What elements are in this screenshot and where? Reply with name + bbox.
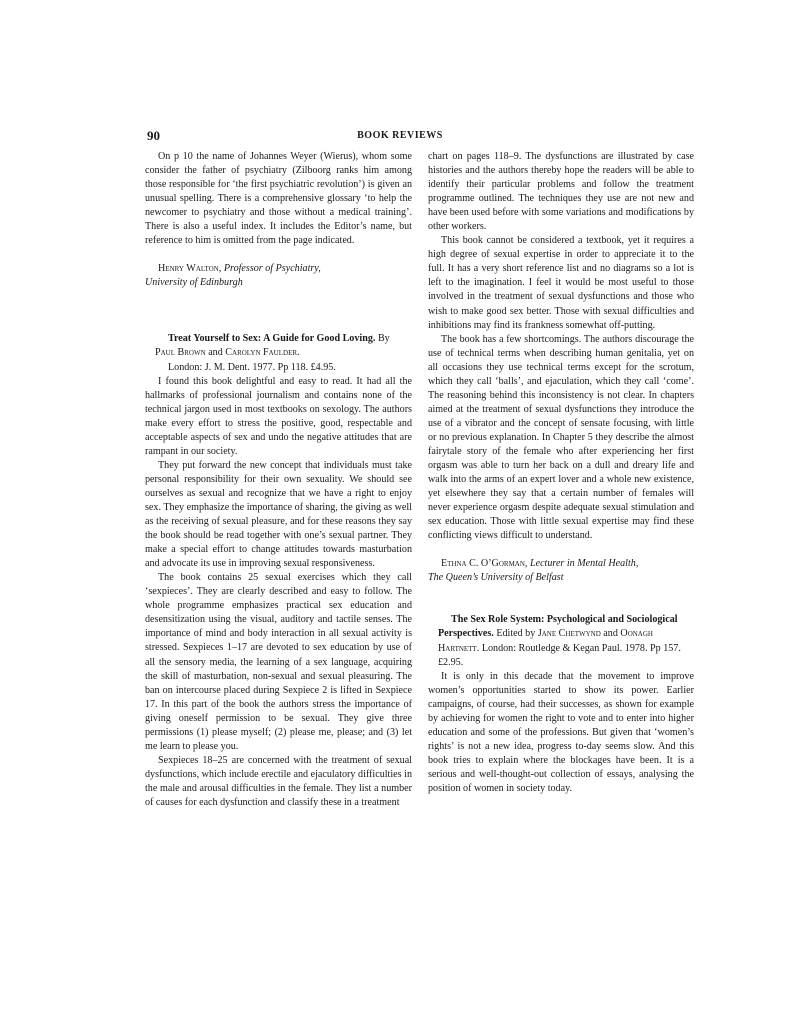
- book-title: Treat Yourself to Sex: A Guide for Good Loving.: [168, 333, 376, 345]
- review-paragraph: The book has a few shortcomings. The authors discourage the use of technical terms when describing human genitalia, yet on all occasions they use technical terms except for the scrotum, which they call ‘balls’, and ejaculation, which they call ‘come’. The reasoning behind this inconsistency is not clear. In chapters aimed at the treatment of sexual dysfunctions they introduce the use of a vibrator and the concept of sensate focusing, with little or no previous explanation. In Chapter 5 they describe the almost fairytale story of the female who after experiencing her first orgasm was able to turn her back on a dull and dreary life and walk into the arms of an expert lover and a whole new existence, yet elsewhere they say that a certain number of females will never experience orgasm despite adequate sexual stimulation and sex education. Those with little sexual expertise may find these conflicting views difficult to understand.: [428, 333, 694, 542]
- review-paragraph: On p 10 the name of Johannes Weyer (Wierus), whom some consider the father of psychiatry (Zilboorg ranks him among those responsible for ‘the first psychiatric revolution’) is given an unusual spelling. There is a comprehensive glossary ‘to help the newcomer to psychiatry and those without a medical training’. There is also a useful index. It includes the Editor’s name, but reference to him is omitted from the page indicated.: [145, 151, 412, 247]
- review-paragraph: This book cannot be considered a textbook, yet it requires a high degree of sexual expertise in order to appreciate it to the full. It has a very short reference list and no diagrams so a lot is left to the imagination. I feel it would be most useful to those involved in the treatment of sexual dysfunctions and those who wish to make good sex better. Those with sexual difficulties and inhibitions may find its frankness somewhat off-putting.: [428, 235, 694, 331]
- review-paragraph: Sexpieces 18–25 are concerned with the treatment of sexual dysfunctions, which include erectile and ejaculatory difficulties in the male and arousal difficulties in the female. They list a number of causes for each dysfunction and classify these in a treatment: [145, 754, 412, 808]
- book-and: and: [208, 347, 223, 359]
- page-number: 90: [147, 128, 160, 143]
- review-paragraph: I found this book delightful and easy to read. It had all the hallmarks of professional journalism and contains none of the technical jargon used in most textbooks on sexology. The authors make every effort to stress the positive, good, respectable and acceptable aspects of sex and undo the negative attitudes that are rampant in our society.: [145, 375, 412, 457]
- book-author: Oonagh Hartnett.: [438, 628, 653, 654]
- book-author: Carolyn Faulder.: [225, 347, 300, 359]
- left-column: [145, 150, 412, 810]
- book-edited: Edited by: [496, 628, 536, 640]
- book-heading: [428, 613, 694, 669]
- reviewer-affiliation: Professor of Psychiatry,: [223, 263, 321, 275]
- running-head: BOOK REVIEWS: [357, 130, 443, 141]
- review-paragraph: chart on pages 118–9. The dysfunctions are illustrated by case histories and the authors thereby hope the readers will be able to identify their particular problems and follow the treatment programme outlined. The techniques they use are not new and have been used before with some variations and modifications by other workers.: [428, 151, 694, 233]
- reviewer-signature: [145, 262, 412, 290]
- review-paragraph: It is only in this decade that the movement to improve women’s opportunities started to show its power. Earlier campaigns, of course, had their successes, as shown for example by achieving for women the right to vote and to enter into higher education and some of the professions. But given that ‘women’s rights’ is not a new idea, progress to-day seems slow. And this book tries to explain where the blockages have been. It is a serious and well-thought-out collection of essays, analysing the position of women in society today.: [428, 670, 694, 794]
- reviewer-name: Henry Walton,: [158, 263, 222, 275]
- reviewer-name: Ethna C. O’Gorman,: [441, 558, 528, 570]
- reviewer-institution: The Queen’s University of Belfast: [428, 572, 564, 584]
- review-paragraph: The book contains 25 sexual exercises which they call ‘sexpieces’. They are clearly described and easy to follow. The whole programme emphasizes practical sex education and desensitization using the visual, auditory and tactile senses. The importance of mind and body interaction in all sexual activity is stressed. Sexpieces 1–17 are devoted to sex education by use of all the sensory media, the learning of a sex language, acquiring the skill of masturbation, non-sexual and sexual pleasuring. The ban on intercourse placed during Sexpiece 2 is lifted in Sexpiece 17. In this part of the book the authors stress the importance of giving oneself permission to be sexual. They give three permissions (1) please myself; (2) please me, please; and (3) let me learn to please you.: [145, 572, 412, 752]
- book-by: By: [377, 333, 390, 345]
- book-author: Paul Brown: [155, 347, 206, 359]
- reviewer-affiliation: Lecturer in Mental Health,: [529, 558, 639, 570]
- book-heading: [145, 332, 412, 374]
- review-paragraph: They put forward the new concept that individuals must take personal responsibility for their own sexuality. We should see ourselves as sexual and recognize that we have a right to enjoy sex. They emphasize the importance of sharing, the giving as well as the receiving of sexual pleasure, and for these reasons they say the book should be read together with one’s sexual partner. They make a special effort to change attitudes towards masturbation and advocate its use in improving sexual responsiveness.: [145, 459, 412, 570]
- book-publication: London: Routledge & Kegan Paul. 1978. Pp 157. £2.95.: [438, 642, 681, 668]
- reviewer-institution: University of Edinburgh: [145, 277, 243, 289]
- right-column: [428, 150, 694, 796]
- book-publication: London: J. M. Dent. 1977. Pp 118. £4.95.: [168, 361, 336, 373]
- book-author: Jane Chetwynd: [537, 628, 601, 640]
- book-title: The Sex Role System: Psychological and Sociological Perspectives.: [438, 614, 678, 640]
- book-and: and: [603, 628, 618, 640]
- reviewer-signature: [428, 557, 694, 585]
